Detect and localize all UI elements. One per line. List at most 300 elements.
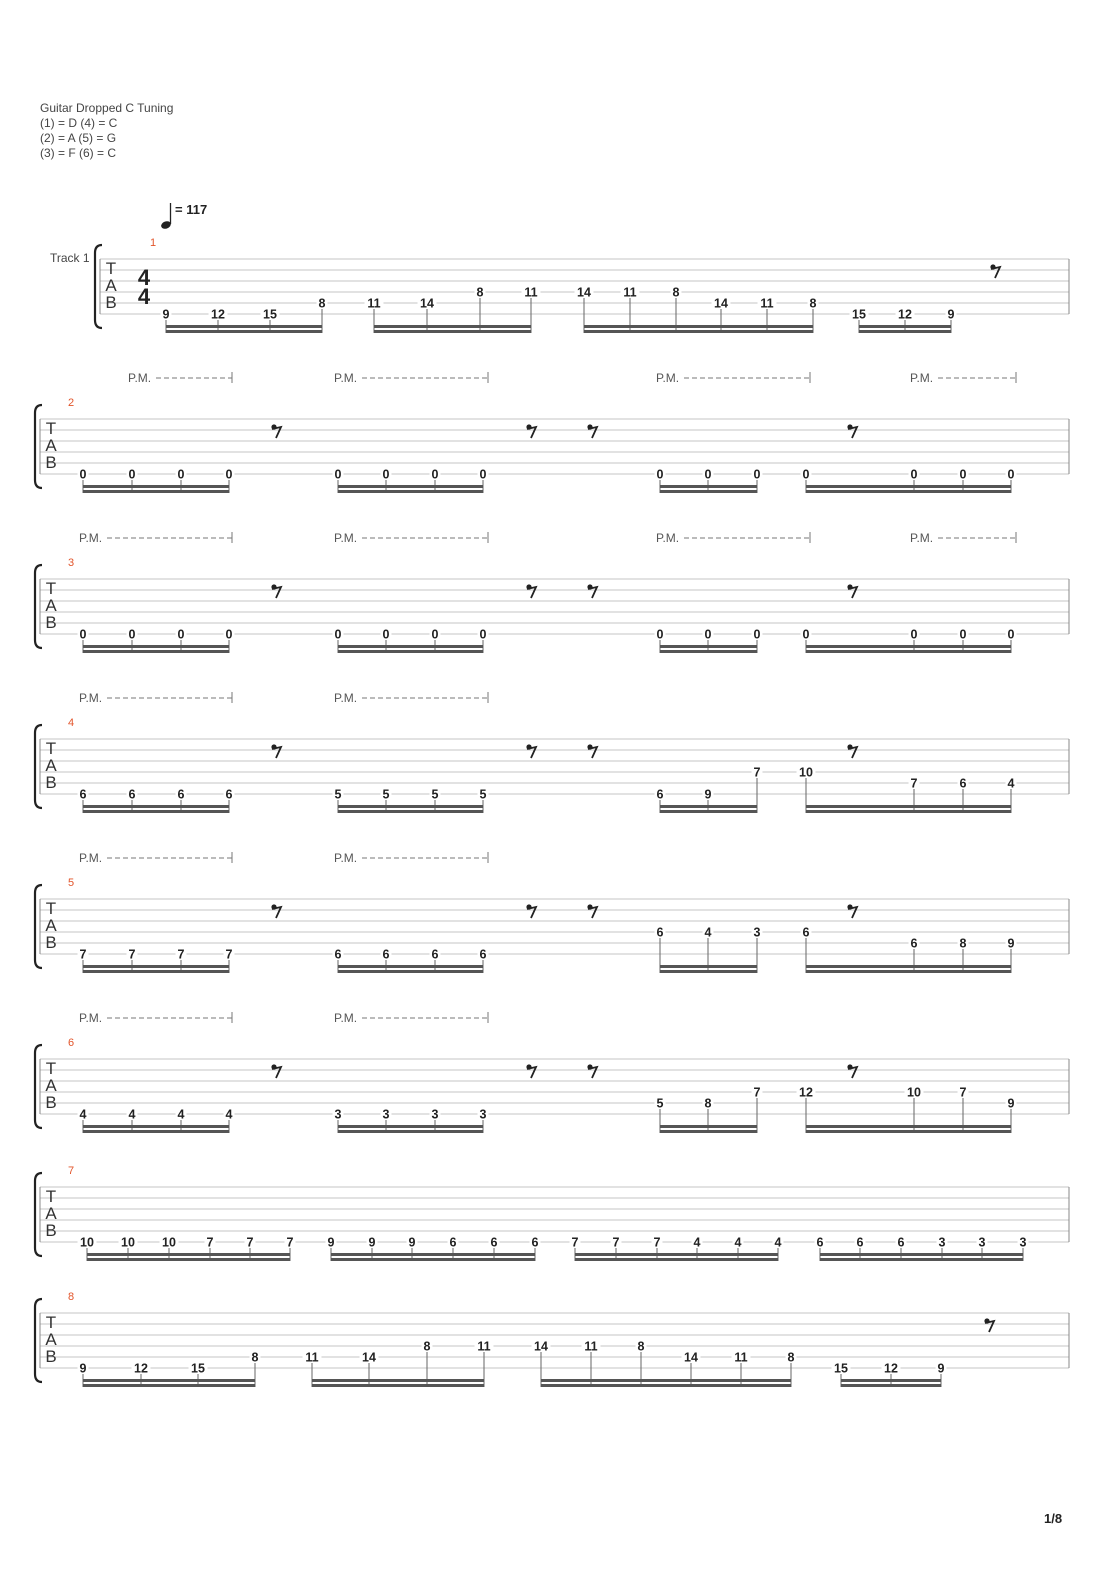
beam-secondary — [338, 1125, 483, 1128]
tab-clef-letter: T — [45, 419, 57, 438]
beam-primary — [841, 1384, 941, 1387]
fret-number: 0 — [128, 627, 136, 642]
fret-number: 0 — [431, 467, 439, 482]
fret-number: 4 — [128, 1107, 136, 1122]
beam-primary — [660, 650, 757, 653]
beam-secondary — [806, 645, 1011, 648]
fret-number: 11 — [305, 1350, 319, 1365]
eighth-rest — [271, 904, 281, 918]
palm-mute-label: P.M. — [79, 851, 103, 865]
beam-secondary — [806, 805, 1011, 808]
rest-flag — [848, 587, 857, 598]
fret-number: 10 — [799, 765, 813, 780]
beam-secondary — [83, 965, 229, 968]
beam-secondary — [841, 1379, 941, 1382]
fret-number: 6 — [431, 947, 439, 962]
fret-number: 0 — [382, 627, 390, 642]
palm-mute-label: P.M. — [910, 371, 934, 385]
fret-number: 7 — [571, 1235, 579, 1250]
measure-number: 6 — [68, 1037, 75, 1049]
fret-number: 0 — [1007, 627, 1015, 642]
fret-number: 0 — [225, 467, 233, 482]
palm-mute-label: P.M. — [79, 691, 103, 705]
rest-flag — [272, 747, 281, 758]
fret-number: 0 — [382, 467, 390, 482]
fret-number: 8 — [423, 1339, 431, 1354]
eighth-rest — [526, 1064, 536, 1078]
beam-secondary — [331, 1253, 535, 1256]
palm-mute-label: P.M. — [79, 1011, 103, 1025]
eighth-rest — [271, 1064, 281, 1078]
fret-number: 6 — [656, 925, 664, 940]
fret-number: 8 — [787, 1350, 795, 1365]
beam-secondary — [660, 485, 757, 488]
tab-clef-letter: T — [45, 1187, 57, 1206]
beam-primary — [83, 1130, 229, 1133]
eighth-rest — [847, 904, 857, 918]
fret-number: 9 — [704, 787, 712, 802]
tab-staff-system — [50, 202, 1069, 333]
fret-number: 11 — [367, 296, 381, 311]
palm-mute-label: P.M. — [910, 531, 934, 545]
tab-staff-system — [35, 1291, 1069, 1387]
tab-staff-system — [35, 371, 1069, 493]
beam-primary — [338, 490, 483, 493]
fret-number: 5 — [431, 787, 439, 802]
tab-clef-letter: T — [45, 1059, 57, 1078]
fret-number: 5 — [334, 787, 342, 802]
fret-number: 14 — [714, 296, 728, 311]
fret-number: 12 — [884, 1361, 898, 1376]
tab-clef-letter: B — [45, 773, 57, 792]
palm-mute-label: P.M. — [334, 691, 358, 705]
fret-number: 10 — [121, 1235, 135, 1250]
fret-number: 9 — [947, 307, 955, 322]
measure-number: 3 — [68, 557, 75, 569]
beam-secondary — [541, 1379, 791, 1382]
eighth-rest — [271, 584, 281, 598]
fret-number: 3 — [334, 1107, 342, 1122]
beam-primary — [660, 810, 757, 813]
tab-staff-system — [35, 691, 1069, 813]
tab-clef-letter: A — [45, 1204, 57, 1223]
fret-number: 7 — [246, 1235, 254, 1250]
fret-number: 0 — [959, 627, 967, 642]
beam-primary — [83, 1384, 255, 1387]
beam-secondary — [83, 805, 229, 808]
tab-clef-letter: A — [45, 916, 57, 935]
tab-clef-letter: B — [45, 453, 57, 472]
beam-primary — [87, 1258, 290, 1261]
fret-number: 7 — [286, 1235, 294, 1250]
fret-number: 6 — [79, 787, 87, 802]
measure-number: 1 — [150, 237, 157, 249]
fret-number: 12 — [799, 1085, 813, 1100]
eighth-rest — [526, 904, 536, 918]
fret-number: 3 — [431, 1107, 439, 1122]
fret-number: 4 — [693, 1235, 701, 1250]
fret-number: 11 — [584, 1339, 598, 1354]
rest-flag — [527, 1067, 536, 1078]
beam-secondary — [83, 1379, 255, 1382]
rest-flag — [527, 907, 536, 918]
beam-secondary — [338, 485, 483, 488]
fret-number: 6 — [656, 787, 664, 802]
eighth-rest — [526, 424, 536, 438]
fret-number: 8 — [476, 285, 484, 300]
fret-number: 7 — [177, 947, 185, 962]
eighth-rest — [990, 264, 1000, 278]
beam-secondary — [660, 1125, 757, 1128]
beam-primary — [660, 490, 757, 493]
tempo-marking: = 117 — [175, 202, 208, 217]
beam-primary — [374, 330, 531, 333]
palm-mute-label: P.M. — [334, 371, 358, 385]
fret-number: 7 — [653, 1235, 661, 1250]
fret-number: 5 — [382, 787, 390, 802]
beam-primary — [575, 1258, 778, 1261]
fret-number: 6 — [910, 936, 918, 951]
fret-number: 0 — [431, 627, 439, 642]
fret-number: 8 — [809, 296, 817, 311]
fret-number: 7 — [128, 947, 136, 962]
system-bracket — [35, 405, 42, 488]
beam-primary — [83, 970, 229, 973]
beam-secondary — [83, 1125, 229, 1128]
fret-number: 0 — [334, 467, 342, 482]
fret-number: 15 — [834, 1361, 848, 1376]
fret-number: 7 — [753, 765, 761, 780]
fret-number: 7 — [206, 1235, 214, 1250]
beam-secondary — [87, 1253, 290, 1256]
beam-primary — [660, 970, 757, 973]
eighth-rest — [526, 584, 536, 598]
rest-flag — [848, 747, 857, 758]
fret-number: 6 — [479, 947, 487, 962]
time-signature-top: 4 — [137, 265, 151, 290]
fret-number: 6 — [816, 1235, 824, 1250]
eighth-rest — [271, 744, 281, 758]
fret-number: 6 — [334, 947, 342, 962]
beam-secondary — [166, 325, 322, 328]
beam-secondary — [575, 1253, 778, 1256]
beam-secondary — [859, 325, 951, 328]
fret-number: 4 — [177, 1107, 185, 1122]
rest-flag — [527, 587, 536, 598]
beam-primary — [859, 330, 951, 333]
tab-clef-letter: B — [45, 613, 57, 632]
tab-clef-letter: B — [105, 293, 117, 312]
rest-flag — [991, 267, 1000, 278]
tab-clef-letter: A — [45, 596, 57, 615]
beam-primary — [660, 1130, 757, 1133]
fret-number: 0 — [656, 627, 664, 642]
beam-primary — [541, 1384, 791, 1387]
beam-primary — [83, 490, 229, 493]
tab-clef-letter: A — [45, 1330, 57, 1349]
eighth-rest — [847, 424, 857, 438]
fret-number: 6 — [856, 1235, 864, 1250]
palm-mute-label: P.M. — [79, 531, 103, 545]
beam-primary — [584, 330, 813, 333]
tab-staff-system — [35, 1011, 1069, 1133]
fret-number: 4 — [79, 1107, 87, 1122]
fret-number: 14 — [362, 1350, 376, 1365]
fret-number: 7 — [753, 1085, 761, 1100]
rest-flag — [985, 1321, 994, 1332]
fret-number: 0 — [79, 627, 87, 642]
beam-secondary — [338, 805, 483, 808]
fret-number: 6 — [382, 947, 390, 962]
fret-number: 0 — [479, 627, 487, 642]
beam-primary — [83, 810, 229, 813]
beam-primary — [806, 970, 1011, 973]
beam-secondary — [83, 645, 229, 648]
system-bracket — [35, 1045, 42, 1128]
fret-number: 0 — [1007, 467, 1015, 482]
fret-number: 9 — [79, 1361, 87, 1376]
measure-number: 4 — [68, 717, 75, 729]
palm-mute-label: P.M. — [656, 531, 680, 545]
eighth-rest — [587, 904, 597, 918]
fret-number: 14 — [577, 285, 591, 300]
fret-number: 14 — [420, 296, 434, 311]
system-bracket — [35, 565, 42, 648]
tab-clef-letter: B — [45, 933, 57, 952]
fret-number: 9 — [408, 1235, 416, 1250]
fret-number: 0 — [479, 467, 487, 482]
beam-secondary — [806, 965, 1011, 968]
fret-number: 4 — [704, 925, 712, 940]
fret-number: 6 — [128, 787, 136, 802]
fret-number: 6 — [897, 1235, 905, 1250]
beam-secondary — [338, 965, 483, 968]
fret-number: 11 — [524, 285, 538, 300]
fret-number: 8 — [318, 296, 326, 311]
fret-number: 4 — [1007, 776, 1015, 791]
rest-flag — [272, 1067, 281, 1078]
tab-staff-system — [35, 1165, 1069, 1261]
system-bracket — [35, 725, 42, 808]
tab-clef-letter: A — [105, 276, 117, 295]
beam-primary — [806, 810, 1011, 813]
fret-number: 7 — [612, 1235, 620, 1250]
tab-clef-letter: A — [45, 1076, 57, 1095]
beam-primary — [83, 650, 229, 653]
beam-primary — [806, 490, 1011, 493]
rest-flag — [272, 907, 281, 918]
eighth-rest — [847, 1064, 857, 1078]
page-number: 1/8 — [1044, 1511, 1063, 1526]
fret-number: 7 — [959, 1085, 967, 1100]
fret-number: 3 — [938, 1235, 946, 1250]
rest-flag — [527, 747, 536, 758]
beam-primary — [331, 1258, 535, 1261]
palm-mute-label: P.M. — [656, 371, 680, 385]
beam-primary — [166, 330, 322, 333]
eighth-rest — [587, 424, 597, 438]
eighth-rest — [587, 584, 597, 598]
fret-number: 12 — [898, 307, 912, 322]
tab-clef-letter: B — [45, 1347, 57, 1366]
fret-number: 0 — [802, 467, 810, 482]
eighth-rest — [984, 1318, 994, 1332]
palm-mute-label: P.M. — [128, 371, 152, 385]
fret-number: 0 — [910, 467, 918, 482]
tab-clef-letter: T — [45, 899, 57, 918]
rest-flag — [588, 1067, 597, 1078]
palm-mute-label: P.M. — [334, 531, 358, 545]
beam-secondary — [660, 645, 757, 648]
beam-secondary — [660, 965, 757, 968]
eighth-rest — [271, 424, 281, 438]
fret-number: 6 — [531, 1235, 539, 1250]
fret-number: 9 — [1007, 936, 1015, 951]
tab-clef-letter: T — [105, 259, 117, 278]
fret-number: 5 — [656, 1096, 664, 1111]
fret-number: 11 — [760, 296, 774, 311]
fret-number: 12 — [211, 307, 225, 322]
fret-number: 3 — [978, 1235, 986, 1250]
rest-flag — [848, 1067, 857, 1078]
measure-number: 8 — [68, 1291, 75, 1303]
fret-number: 0 — [128, 467, 136, 482]
rest-flag — [588, 427, 597, 438]
fret-number: 15 — [191, 1361, 205, 1376]
measure-number: 5 — [68, 877, 75, 889]
tab-clef-letter: A — [45, 436, 57, 455]
fret-number: 11 — [734, 1350, 748, 1365]
fret-number: 10 — [80, 1235, 94, 1250]
beam-secondary — [806, 1125, 1011, 1128]
fret-number: 9 — [937, 1361, 945, 1376]
beam-secondary — [584, 325, 813, 328]
fret-number: 9 — [368, 1235, 376, 1250]
fret-number: 9 — [327, 1235, 335, 1250]
beam-secondary — [83, 485, 229, 488]
tuning-line: (3) = F (6) = C — [40, 146, 117, 160]
rest-flag — [272, 587, 281, 598]
fret-number: 0 — [704, 627, 712, 642]
fret-number: 8 — [959, 936, 967, 951]
fret-number: 8 — [251, 1350, 259, 1365]
system-bracket — [95, 245, 102, 328]
tuning-line: (2) = A (5) = G — [40, 131, 117, 145]
fret-number: 4 — [225, 1107, 233, 1122]
beam-primary — [806, 1130, 1011, 1133]
fret-number: 14 — [534, 1339, 548, 1354]
tab-clef-letter: A — [45, 756, 57, 775]
system-bracket — [35, 1299, 42, 1382]
fret-number: 6 — [959, 776, 967, 791]
fret-number: 9 — [1007, 1096, 1015, 1111]
fret-number: 0 — [959, 467, 967, 482]
beam-primary — [820, 1258, 1023, 1261]
fret-number: 0 — [177, 627, 185, 642]
tab-clef-letter: B — [45, 1221, 57, 1240]
fret-number: 7 — [225, 947, 233, 962]
rest-flag — [848, 907, 857, 918]
track-label: Track 1 — [50, 251, 90, 265]
beam-secondary — [806, 485, 1011, 488]
fret-number: 0 — [79, 467, 87, 482]
fret-number: 10 — [162, 1235, 176, 1250]
fret-number: 0 — [656, 467, 664, 482]
fret-number: 6 — [177, 787, 185, 802]
fret-number: 4 — [774, 1235, 782, 1250]
fret-number: 3 — [753, 925, 761, 940]
rest-flag — [588, 747, 597, 758]
tab-clef-letter: B — [45, 1093, 57, 1112]
beam-primary — [338, 970, 483, 973]
tuning-title: Guitar Dropped C Tuning — [40, 101, 174, 115]
rest-flag — [848, 427, 857, 438]
rest-flag — [588, 587, 597, 598]
fret-number: 8 — [637, 1339, 645, 1354]
rest-flag — [527, 427, 536, 438]
fret-number: 0 — [910, 627, 918, 642]
tab-clef-letter: T — [45, 1313, 57, 1332]
fret-number: 9 — [162, 307, 170, 322]
beam-primary — [338, 1130, 483, 1133]
fret-number: 0 — [704, 467, 712, 482]
fret-number: 0 — [753, 627, 761, 642]
fret-number: 15 — [852, 307, 866, 322]
fret-number: 15 — [263, 307, 277, 322]
eighth-rest — [847, 584, 857, 598]
tuning-line: (1) = D (4) = C — [40, 116, 118, 130]
palm-mute-label: P.M. — [334, 1011, 358, 1025]
eighth-rest — [526, 744, 536, 758]
fret-number: 3 — [479, 1107, 487, 1122]
eighth-rest — [587, 744, 597, 758]
fret-number: 0 — [753, 467, 761, 482]
beam-secondary — [820, 1253, 1023, 1256]
fret-number: 0 — [225, 627, 233, 642]
measure-number: 2 — [68, 397, 75, 409]
fret-number: 14 — [684, 1350, 698, 1365]
fret-number: 0 — [802, 627, 810, 642]
fret-number: 11 — [477, 1339, 491, 1354]
fret-number: 6 — [802, 925, 810, 940]
system-bracket — [35, 885, 42, 968]
rest-flag — [588, 907, 597, 918]
fret-number: 11 — [623, 285, 637, 300]
beam-secondary — [338, 645, 483, 648]
fret-number: 0 — [334, 627, 342, 642]
rest-flag — [272, 427, 281, 438]
fret-number: 8 — [672, 285, 680, 300]
fret-number: 7 — [79, 947, 87, 962]
fret-number: 0 — [177, 467, 185, 482]
beam-primary — [338, 810, 483, 813]
tab-clef-letter: T — [45, 739, 57, 758]
beam-primary — [338, 650, 483, 653]
fret-number: 3 — [382, 1107, 390, 1122]
fret-number: 3 — [1019, 1235, 1027, 1250]
fret-number: 10 — [907, 1085, 921, 1100]
fret-number: 8 — [704, 1096, 712, 1111]
fret-number: 7 — [910, 776, 918, 791]
eighth-rest — [587, 1064, 597, 1078]
beam-primary — [312, 1384, 484, 1387]
time-signature-bottom: 4 — [137, 284, 151, 309]
tab-staff-system — [35, 531, 1069, 653]
fret-number: 5 — [479, 787, 487, 802]
fret-number: 4 — [734, 1235, 742, 1250]
measure-number: 7 — [68, 1165, 75, 1177]
palm-mute-label: P.M. — [334, 851, 358, 865]
